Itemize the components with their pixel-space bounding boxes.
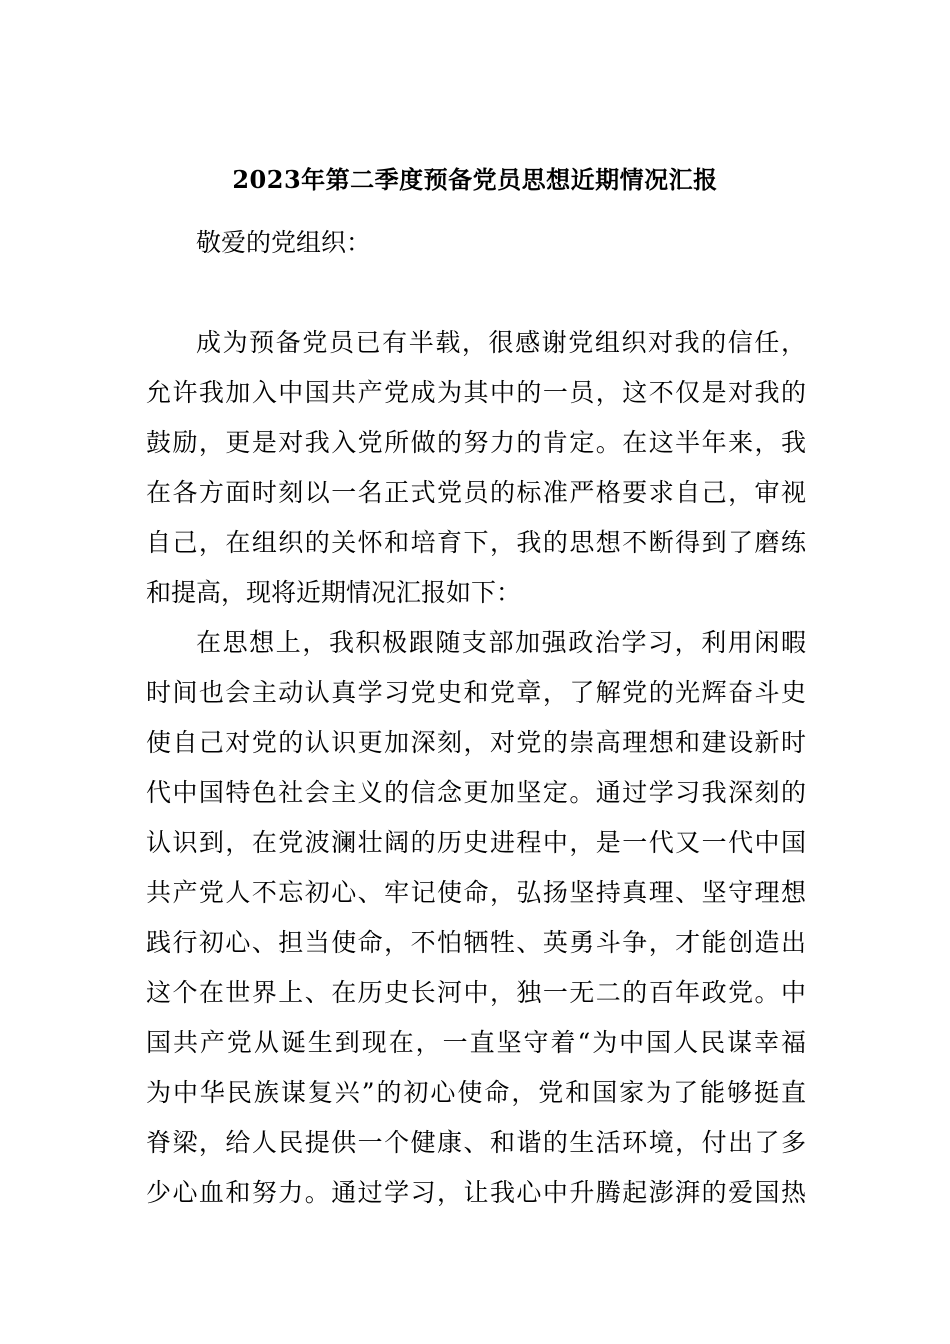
text-line: 脊梁，给人民提供一个健康、和谐的生活环境，付出了多 bbox=[146, 1128, 806, 1157]
text-line: 使自己对党的认识更加深刻，对党的崇高理想和建设新时 bbox=[146, 728, 806, 757]
text-line: 在各方面时刻以一名正式党员的标准严格要求自己，审视 bbox=[146, 478, 806, 507]
text-line: 在思想上，我积极跟随支部加强政治学习，利用闲暇 bbox=[196, 628, 806, 657]
text-line: 成为预备党员已有半载，很感谢党组织对我的信任， bbox=[196, 328, 806, 357]
text-line: 代中国特色社会主义的信念更加坚定。通过学习我深刻的 bbox=[146, 778, 806, 807]
text-line: 为中华民族谋复兴”的初心使命，党和国家为了能够挺直 bbox=[146, 1078, 806, 1107]
text-line: 和提高，现将近期情况汇报如下： bbox=[146, 578, 522, 607]
text-line: 自己，在组织的关怀和培育下，我的思想不断得到了磨练 bbox=[146, 528, 806, 557]
text-line: 少心血和努力。通过学习，让我心中升腾起澎湃的爱国热 bbox=[146, 1178, 806, 1207]
text-line: 认识到，在党波澜壮阔的历史进程中，是一代又一代中国 bbox=[146, 828, 806, 857]
text-line: 允许我加入中国共产党成为其中的一员，这不仅是对我的 bbox=[146, 378, 806, 407]
text-line: 国共产党从诞生到现在，一直坚守着“为中国人民谋幸福 bbox=[146, 1028, 806, 1057]
text-line: 践行初心、担当使命，不怕牺牲、英勇斗争，才能创造出 bbox=[146, 928, 806, 957]
text-line: 时间也会主动认真学习党史和党章，了解党的光辉奋斗史 bbox=[146, 678, 806, 707]
text-line: 这个在世界上、在历史长河中，独一无二的百年政党。中 bbox=[146, 978, 806, 1007]
salutation: 敬爱的党组织： bbox=[196, 228, 372, 257]
text-line: 共产党人不忘初心、牢记使命，弘扬坚持真理、坚守理想 bbox=[146, 878, 806, 907]
text-line: 鼓励，更是对我入党所做的努力的肯定。在这半年来，我 bbox=[146, 428, 806, 457]
document-title: 2023年第二季度预备党员思想近期情况汇报 bbox=[232, 165, 718, 194]
